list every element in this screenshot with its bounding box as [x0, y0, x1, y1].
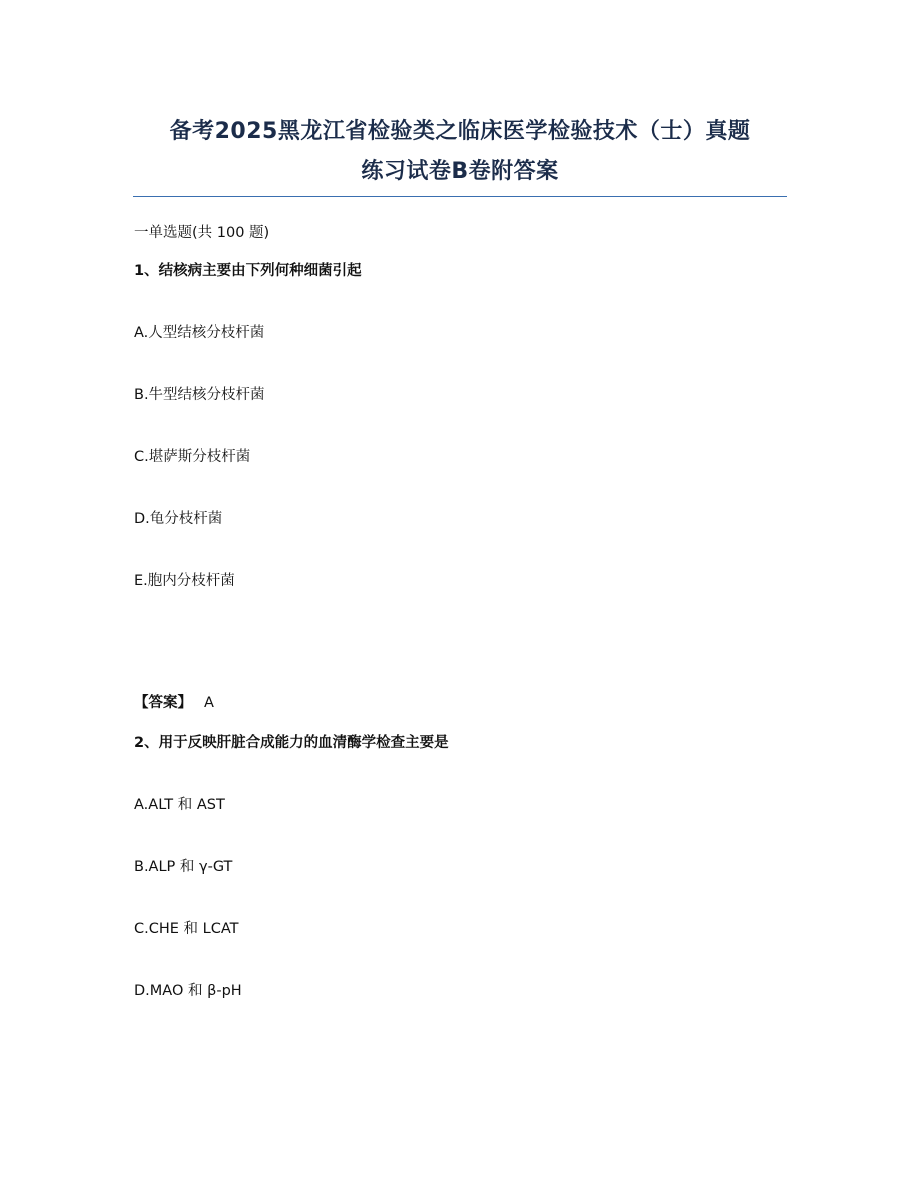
document-title-line-1: 备考2025黑龙江省检验类之临床医学检验技术（士）真题 [169, 119, 751, 144]
question-1-option-e: E.胞内分枝杆菌 [134, 573, 235, 589]
question-1-option-a: A.人型结核分枝杆菌 [134, 325, 265, 341]
question-1-option-b: B.牛型结核分枝杆菌 [134, 387, 265, 403]
question-2-option-d: D.MAO 和 β-pH [134, 983, 242, 999]
question-2-option-b: B.ALP 和 γ-GT [134, 859, 233, 875]
section-heading: 一单选题(共 100 题) [134, 225, 270, 241]
question-1-option-c: C.堪萨斯分枝杆菌 [134, 449, 251, 465]
question-1-answer [134, 693, 214, 713]
answer-value: A [204, 695, 214, 711]
question-1-option-d: D.龟分枝杆菌 [134, 511, 223, 527]
question-2-stem: 2、用于反映肝脏合成能力的血清酶学检查主要是 [134, 735, 449, 751]
question-1-stem: 1、结核病主要由下列何种细菌引起 [134, 263, 362, 279]
question-2-option-a: A.ALT 和 AST [134, 797, 225, 813]
question-2-option-c: C.CHE 和 LCAT [134, 921, 239, 937]
document-title-line-2: 练习试卷B卷附答案 [361, 159, 559, 184]
answer-label: 【答案】 [134, 695, 192, 711]
title-divider [133, 196, 787, 197]
